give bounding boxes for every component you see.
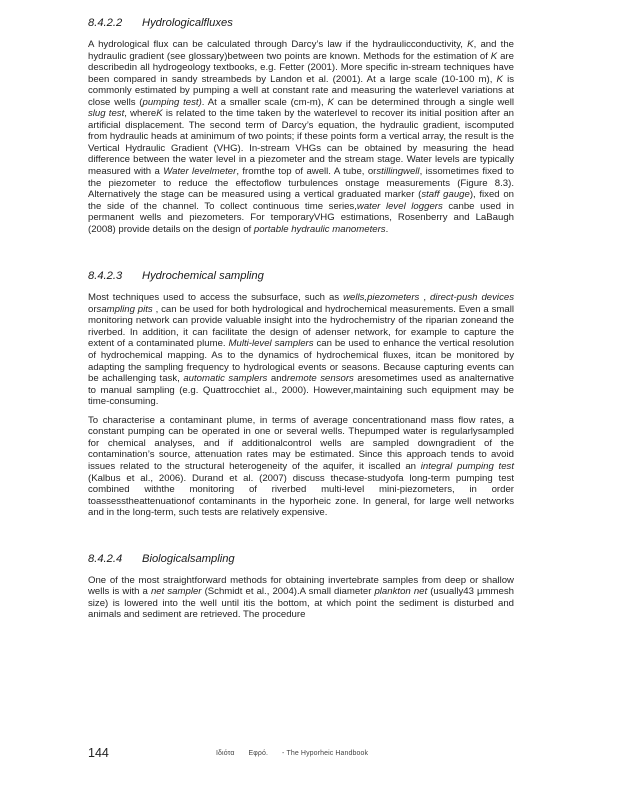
text-run: To characterise a contaminant plume, in terms of average concentrationand mass flow rates, a constant pumping can be operated in one or several wells. Thepumped water is regularlysampled for chemical analyses, and if additionalcontrol wells are sampled downgradient of the contamination’s source, attenuation rates may be estimated. Since this approach tends to avoid issues related to the structural heterogeneity of the aquifer, it iscalled an (88, 414, 514, 472)
footer-part: Ιδιότα (216, 750, 235, 757)
italic-term: integral pumping test (420, 460, 515, 472)
text-run: ), fixed on the side of the channel. To collect continuous time series, (88, 189, 514, 212)
text-run: , can be used for both hydrological and hydrochemical measurements. Even a small monitoring network can provide valuable insight into the hydrochemistry of the riparian zoneand the riverbed. In addition, it can facilitate the design of adenser network, for example to capture the extent of a contaminated plume. (88, 303, 515, 350)
text-run: can be used to enhance the vertical resolution of hydrochemical mapping. As to the dynamics of hydrochemical fluxes, itcan be monitored by adapting the sampling frequency to hydrological events or seasons. Because capturing events can be achallenging task, (88, 338, 515, 385)
italic-term: K (467, 39, 474, 50)
page-body (88, 16, 514, 628)
text-run: are describedin all hydrogeology textbooks, e.g. Fetter (2001). More specific in-stream techniques have been compared in sandy streambeds by Landon et al. (2001). At a large scale (10-100 m), (88, 50, 514, 85)
section-heading (88, 552, 514, 566)
book-title: - The Hyporheic Handbook (282, 750, 369, 757)
text-run: and (267, 373, 287, 385)
text-run: One of the most straightforward methods for obtaining invertebrate samples from deep or shallow wells is with a (88, 574, 514, 598)
text-run: A hydrological flux can be calculated through Darcy’s law if the hydraulicconductivity, (88, 39, 468, 50)
italic-term: direct-push devices (430, 292, 514, 304)
section-number: 8.4.2.3 (88, 270, 123, 283)
italic-term: Water levelmeter (163, 166, 237, 178)
italic-term: net sampler (150, 586, 202, 598)
italic-term: K (156, 108, 163, 120)
italic-term: automatic samplers (183, 373, 268, 385)
text-run: , fromthe top of awell. A tube, or (236, 166, 377, 178)
italic-term: water level loggers (356, 200, 443, 212)
footer-part: Εφρό. (248, 750, 269, 757)
italic-term: staff gauge (421, 189, 470, 201)
italic-term: pumping test) (142, 96, 202, 108)
text-run: is related to the time taken by the waterlevel to recover its initial position after an artificial displacement. The second term of Darcy’s equation, the hydraulic gradient, iscomputed from hydraulic heads at aminimum of two points; if these points form a vertical array, the result is the Vertical Hydraulic Gradient (VHG). In-stream VHGs can be obtained by measuring the head difference between the water level in a piezometer and the stream stage. Water levels are typically measured with a (88, 108, 514, 178)
italic-term: sampling pits (96, 303, 153, 315)
text-run: . (385, 223, 389, 235)
paragraph (88, 575, 514, 621)
italic-term: portable hydraulic manometers (253, 223, 386, 235)
section-title: Hydrologicalfluxes (142, 17, 233, 29)
italic-term: slug test (88, 108, 125, 120)
text-run: . At a smaller scale (cm-m), (201, 96, 328, 108)
section-biological-sampling (88, 552, 514, 621)
text-run: can be determined through a single well (333, 96, 515, 108)
running-footer (216, 750, 382, 757)
italic-term: remote sensors (286, 373, 354, 385)
paragraph (88, 415, 514, 519)
text-run: aresometimes used as analternative to manual sampling (e.g. Quattrocchiet al., 2000). However,maintaining such equipment may be time-consuming. (88, 373, 514, 408)
italic-term: stillingwell (376, 166, 420, 178)
text-run: (Kalbus et al., 2006). Durand et al. (2007) discuss thecase-studyofa long-term pumping test combined withthe monitoring of riverbed multi-level mini-piezometers, in order toassesstheattenuationof contaminants in the hyporheic zone. In general, for large well networks and in the long-term, such tests are relatively expensive. (88, 472, 514, 519)
text-run: or (88, 303, 97, 315)
text-run: Most techniques used to access the subsurface, such as (88, 292, 344, 304)
page-number: 144 (88, 746, 109, 760)
text-run: is commonly estimated by pumping a well at constant rate and measuring the waterlevel variations at close wells ( (88, 73, 514, 108)
text-run: (usually43 μmmesh size) is lowered into the well until itis the bottom, at which point the sediment is disturbed and animals and sediment are retrieved. The procedure (88, 586, 515, 621)
section-title: Hydrochemical sampling (142, 270, 264, 283)
italic-term: plankton net (374, 586, 428, 598)
paragraph (88, 39, 514, 235)
paragraph (88, 292, 514, 407)
section-number: 8.4.2.4 (88, 552, 123, 565)
section-heading (88, 269, 514, 283)
text-run: , issometimes fixed to the piezometer to reduce the effectoflow turbulences onstage measurements (Figure 8.3). Alternatively the stage can be measured using a vertical graduated marker ( (88, 166, 514, 201)
text-run: canbe used in permanent wells and piezometers. For temporaryVHG estimations, Rosenberry and LaBaugh (2008) provide details on the design of (88, 200, 514, 235)
page-footer (88, 746, 518, 762)
italic-term: K (496, 73, 503, 85)
section-hydrochemical-sampling (88, 269, 514, 518)
section-title: Biologicalsampling (142, 552, 235, 565)
section-heading (88, 16, 514, 30)
text-run: (Schmidt et al., 2004).A small diameter (201, 586, 375, 598)
section-hydrological-fluxes (88, 16, 514, 235)
text-run: , where (124, 108, 157, 120)
italic-term: K (327, 96, 334, 108)
text-run: , and the hydraulic gradient (see glossary)between two points are known. Methods for the estimation of (88, 39, 515, 62)
italic-term: wells,piezometers (343, 292, 420, 304)
text-run: , (419, 292, 431, 304)
italic-term: K (490, 50, 498, 62)
italic-term: Multi-level samplers (228, 338, 314, 350)
section-number: 8.4.2.2 (88, 17, 123, 29)
